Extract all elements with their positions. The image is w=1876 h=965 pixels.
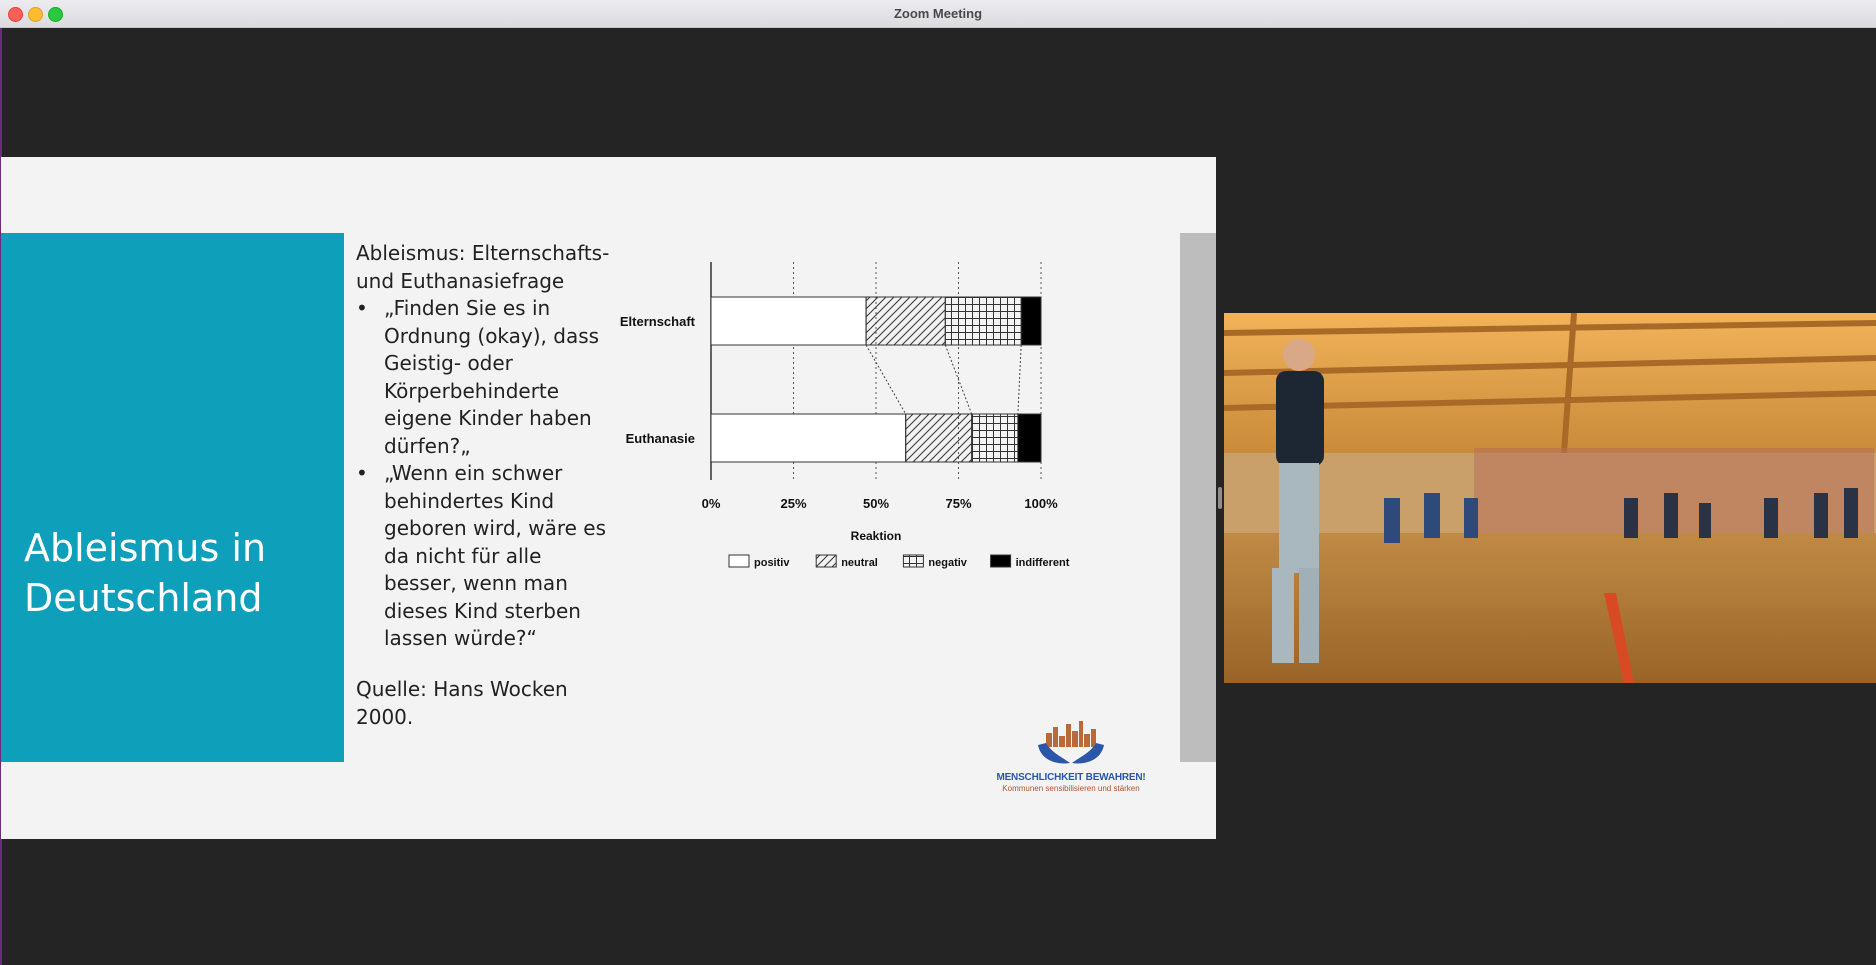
legend-swatch (903, 555, 923, 567)
source-citation: Quelle: Hans Wocken 2000. (356, 677, 568, 729)
city-hands-logo-icon (986, 719, 1156, 773)
x-tick-label: 100% (1024, 496, 1058, 511)
x-tick-label: 75% (945, 496, 972, 511)
menschlichkeit-logo (986, 719, 1156, 799)
legend-swatch (729, 555, 749, 567)
x-tick-label: 25% (780, 496, 807, 511)
slide-title (24, 523, 334, 623)
slide-heading: Ableismus: Elternschafts- und Euthanasiefrage (356, 241, 610, 293)
slide-title-line: Ableismus in (24, 526, 267, 570)
bullet-marker: • (356, 296, 368, 320)
logo-subline: Kommunen sensibilisieren und stärken (1002, 784, 1140, 793)
legend-label: indifferent (1015, 557, 1070, 569)
slide-title-panel (1, 233, 344, 762)
bullet-item (356, 460, 611, 653)
bullet-item (356, 295, 611, 460)
slide-scroll-edge (1180, 233, 1216, 762)
legend-label: neutral (841, 557, 878, 569)
bar-segment-negativ (945, 297, 1021, 345)
legend-label: positiv (754, 557, 790, 569)
bar-segment-neutral (866, 297, 945, 345)
bar-segment-indifferent (1021, 297, 1041, 345)
x-axis-label: Reaktion (850, 529, 902, 543)
bar-segment-neutral (906, 414, 972, 462)
category-label: Elternschaft (619, 314, 695, 329)
bullet-text: „Wenn ein schwer behindertes Kind geboren wird, wäre es da nicht für alle besser, wenn man dieses Kind sterben lassen würde?“ (384, 461, 607, 650)
video-feed-icon (1224, 313, 1876, 683)
category-label: Euthanasie (625, 431, 695, 446)
connector-line (866, 345, 906, 414)
slide-title-line: Deutschland (24, 576, 263, 620)
logo-slogan: MENSCHLICHKEIT BEWAHREN! (996, 772, 1146, 783)
legend-swatch (991, 555, 1011, 567)
bar-segment-indifferent (1018, 414, 1041, 462)
bullet-marker: • (356, 461, 368, 485)
connector-line (1018, 345, 1021, 414)
view-splitter-handle[interactable] (1218, 487, 1222, 509)
bar-segment-positiv (711, 414, 906, 462)
bar-segment-positiv (711, 297, 866, 345)
stacked-bar-chart (601, 262, 1161, 712)
window-title: Zoom Meeting (893, 6, 983, 21)
participant-video-tile[interactable] (1224, 313, 1876, 683)
bar-segment-negativ (972, 414, 1018, 462)
x-tick-label: 50% (862, 496, 890, 511)
window-title-bar (0, 0, 1876, 28)
x-tick-label: 0% (701, 496, 721, 511)
legend-label: negativ (928, 557, 967, 569)
legend-swatch (816, 555, 836, 567)
bullet-list (356, 295, 611, 653)
bullet-text: „Finden Sie es in Ordnung (okay), dass Geistig- oder Körperbehinderte eigene Kinder haben dürfen?„ (384, 296, 600, 458)
shared-screen-slide (1, 157, 1216, 839)
